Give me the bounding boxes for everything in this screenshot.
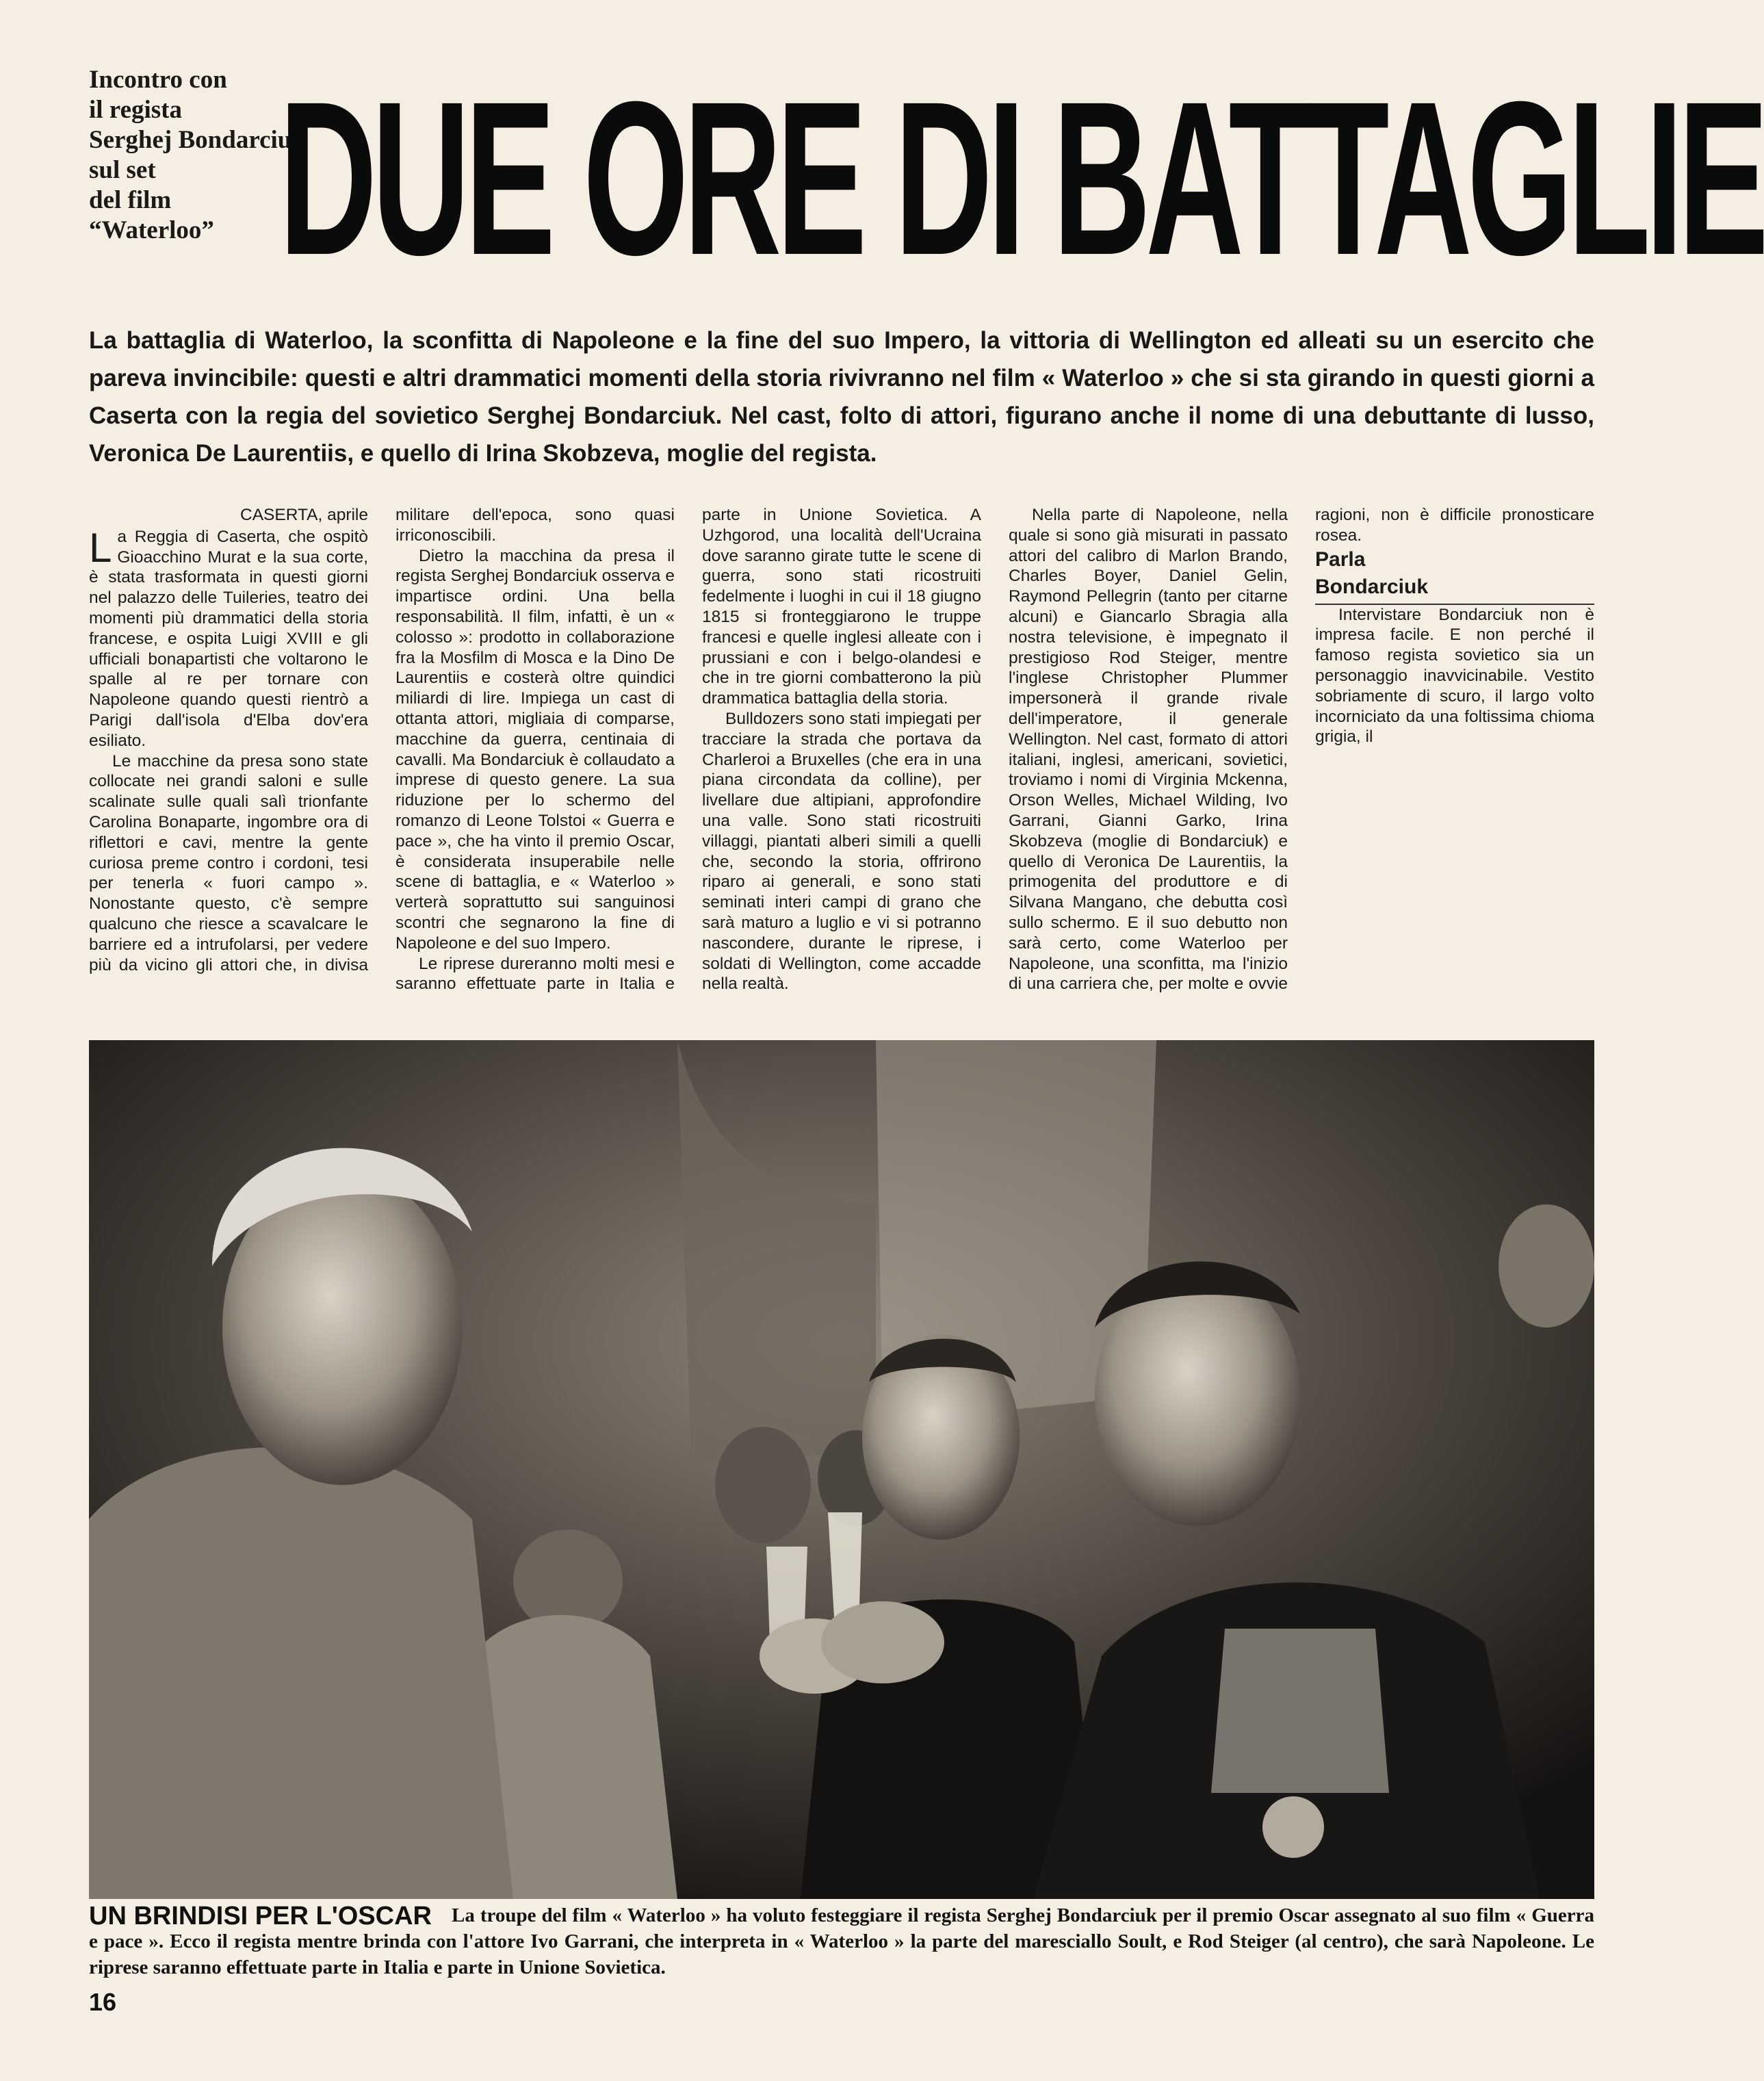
kicker-line: Incontro con	[89, 66, 227, 94]
photo	[89, 1040, 1594, 1899]
caption-text: La troupe del film « Waterloo » ha voluto festeggiare il regista Serghej Bondarciuk per il premio Oscar assegnato al suo film « Guerra e pace ». Ecco il regista mentre brinda con l'attore Ivo Garrani, che interpreta in « Waterloo » la parte del maresciallo Soult, e Rod Steiger (al centro), che sarà Napoleone. Le riprese saranno effettuate parte in Italia e parte in Unione Sovietica.	[89, 1904, 1594, 1978]
article-paragraph: Intervistare Bondarciuk non è impresa facile. E non perché il famoso regista sovietico sia un personaggio inavvicinabile. Vestito sobriamente di scuro, il largo volto incorniciato da una foltissima chioma grigia, il	[1315, 605, 1594, 747]
article-paragraph: Bulldozers sono stati impiegati per tracciare la strada che portava da Charleroi a Bruxelles (che era in una piana circondata da colline), per livellare due altipiani, approfondire una valle. Sono stati ricostruiti villaggi, piantati alberi simili a quelli che, secondo la storia, offrirono riparo ai generali, e sono stati seminati interi campi di grano che sarà maturo a luglio e vi si potranno nascondere, durante le riprese, i soldati di Wellington, come accadde nella realtà.	[702, 709, 981, 994]
article-body	[89, 505, 1594, 998]
subhead: Parla	[1315, 547, 1366, 571]
headline-text: DUE ORE DI BATTAGLIE	[279, 55, 1764, 300]
kicker-line: “Waterloo”	[89, 216, 214, 244]
article-paragraph: Nella parte di Napoleone, nella quale si sono già misurati in passato attori del calibro di Marlon Brando, Charles Boyer, Daniel Gelin, Raymond Pellegrin (tanto per citarne alcuni) e Giancarlo Sbragia alla nostra televisione, è impegnato il prestigioso Rod Steiger, mentre l'inglese Christopher Plummer impersonerà il grande rivale dell'imperatore, il generale Wellington. Nel cast, formato di attori italiani, inglesi, americani, sovietici, troviamo i nomi di Virginia Mckenna, Orson Welles, Michael Wilding, Ivo Garrani, Gianni Garko, Irina Skobzeva (moglie di Bondarciuk) e quello di Veronica De Laurentiis, la primogenita del produttore e di Silvana Mangano, che debutta così sullo schermo. E il suo debutto non sarà certo, come Waterloo per Napoleone, una sconfitta, ma l'inizio di una carriera che, per molte e ovvie ragioni, non è difficile pronosticare rosea.	[1009, 506, 1594, 994]
dropcap: L	[89, 524, 112, 571]
kicker-line: del film	[89, 186, 172, 214]
headline	[279, 41, 1764, 315]
kicker-line: il regista	[89, 96, 182, 124]
article-paragraph: Le riprese dureranno molti mesi e saranno effettuate parte in Italia e parte in Unione Sovietica. A Uzhgorod, una località dell'Ucraina dove saranno girate tutte le scene di guerra, sono stati ricostruiti fedelmente i luoghi in cui il 18 giugno 1815 si fronteggiarono le truppe francesi e quelle inglesi alleate con i prussiani e con i belgo-olandesi e che in tre giorni combatterono la più drammatica battaglia della storia.	[395, 506, 981, 994]
dateline: CASERTA, aprile	[240, 506, 368, 524]
article-paragraph	[89, 524, 368, 751]
kicker-line: sul set	[89, 156, 156, 184]
kicker-line: Serghej Bondarciuk	[89, 126, 306, 154]
article-paragraph: Dietro la macchina da presa il regista Serghej Bondarciuk osserva e impartisce ordini. Una bella responsabilità. Il film, infatti, è un « colosso »: prodotto in collaborazione fra la Mosfilm di Mosca e la Dino De Laurentiis e costerà oltre quindici miliardi di lire. Impiega un cast di ottanta attori, migliaia di comparse, macchine da guerra, centinaia di cavalli. Ma Bondarciuk è collaudato a imprese di questo genere. La sua riduzione per lo schermo del romanzo di Leone Tolstoi « Guerra e pace », che ha vinto il premio Oscar, è considerata insuperabile nelle scene di battaglia, e « Waterloo » verterà soprattutto sui sanguinosi scontri che segnarono la fine di Napoleone e del suo Impero.	[395, 546, 675, 953]
article-paragraph: Le macchine da presa sono state collocate nei grandi saloni e sulle scalinate sulle quali salì trionfante Carolina Bonaparte, ingombre ora di riflettori e cavi, mentre la gente curiosa preme contro i cordoni, tesi per tenerla « fuori campo ». Nonostante questo, c'è sempre qualcuno che riesce a scavalcare le barriere ed a intrufolarsi, per vedere più da vicino gli attori che, in divisa militare dell'epoca, sono quasi irriconoscibili.	[89, 506, 675, 974]
paragraph-text: a Reggia di Caserta, che ospitò Gioacchino Murat e la sua corte, è stata trasformata in questi giorni nel palazzo delle Tuileries, teatro dei momenti più drammatici della storia francese, e ospita Luigi XVIII e gli ufficiali bonapartisti che voltarono le spalle al re per tornare con Napoleone quando questi rientrò a Parigi dall'isola d'Elba dov'era esiliato.	[89, 527, 368, 750]
deck: La battaglia di Waterloo, la sconfitta di Napoleone e la fine del suo Impero, la vittoria di Wellington ed alleati su un esercito che pareva invincibile: questi e altri drammatici momenti della storia rivivranno nel film « Waterloo » che si sta girando in questi giorni a Caserta con la regia del sovietico Serghej Bondarciuk. Nel cast, folto di attori, figurano anche il nome di una debuttante di lusso, Veronica De Laurentiis, e quello di Irina Skobzeva, moglie del regista.	[89, 327, 1594, 467]
photo-illustration	[89, 1040, 1594, 1899]
subhead: Bondarciuk	[1315, 573, 1594, 605]
page-number: 16	[89, 1988, 117, 2016]
caption-title: UN BRINDISI PER L'OSCAR	[89, 1902, 432, 1930]
